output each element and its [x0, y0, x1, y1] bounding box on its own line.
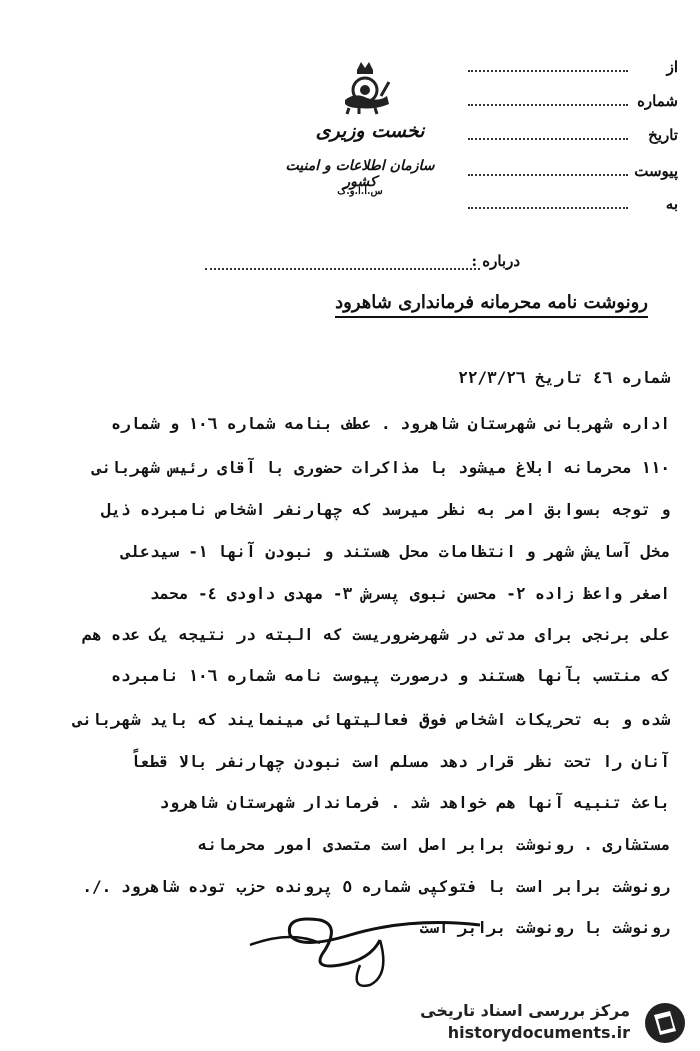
field-date	[468, 126, 678, 148]
body-line: که منتسب بآنها هستند و درصورت پیوست نامه شماره ١٠٦ نامبرده	[111, 666, 670, 685]
body-line: ١١٠ محرمانه ابلاغ میشود با مذاکرات حضوری با آقای رئیس شهربانی	[92, 458, 670, 477]
body-line: شده و به تحریکات اشخاص فوق فعالیتهائی مینمایند که باید شهربانی	[72, 710, 670, 729]
body-line: آنان را تحت نظر قرار دهد مسلم است نبودن چهارنفر بالا قطعاً	[130, 752, 670, 771]
field-number-dots	[468, 104, 628, 106]
field-date-label: تاریخ	[648, 126, 678, 144]
field-from	[468, 58, 678, 80]
archive-watermark	[362, 999, 692, 1047]
field-attachment-dots	[468, 174, 628, 176]
body-line: رونوشت برابر است با فتوکپی شماره ٥ پرونده حزب توده شاهرود ./.	[82, 877, 670, 896]
body-line: اصغر واعظ زاده ٢- محسن نبوی پسرش ٣- مهدی داودی ٤- محمد	[149, 584, 670, 603]
archive-logo-icon	[640, 1001, 690, 1045]
watermark-org-name: مرکز بررسی اسناد تاریخی	[420, 1001, 630, 1020]
lion-and-sun-emblem-icon	[335, 58, 395, 118]
field-number	[468, 92, 678, 114]
body-line: و توجه بسوابق امر به نظر میرسد که چهارنفر اشخاص نامبرده ذیل	[101, 500, 670, 519]
body-line: مخل آسایش شهر و انتظامات محل هستند و نبودن آنها ١- سیدعلی	[120, 542, 670, 561]
letterhead-emblem	[265, 58, 465, 208]
emblem-title: نخست وزیری	[315, 120, 425, 142]
field-attachment	[468, 162, 678, 184]
body-line: رونوشت با رونوشت برابر است	[419, 918, 670, 937]
handwritten-signature	[230, 895, 510, 995]
body-line: اداره شهربانی شهرستان شاهرود . عطف بنامه شماره ١٠٦ و شماره	[111, 414, 670, 433]
body-line: علی برنجی برای مدتی در شهرضروریست که البته در نتیجه یک عده هم	[82, 625, 670, 644]
field-to-dots	[468, 207, 628, 209]
regarding-dots	[205, 268, 480, 270]
field-from-label: از	[666, 58, 678, 76]
body-line: مستشاری . رونوشت برابر اصل است متصدی امور محرمانه	[197, 835, 670, 854]
field-from-dots	[468, 70, 628, 72]
emblem-subtitle: سازمان اطلاعات و امنیت کشور	[285, 158, 435, 190]
field-to-label: به	[665, 195, 678, 213]
emblem-code: س.ا.ا.و.ک	[337, 186, 383, 197]
document-subject: رونوشت نامه محرمانه فرمانداری شاهرود	[335, 292, 648, 318]
body-line: باعث تنبیه آنها هم خواهد شد . فرماندار شهرستان شاهرود	[159, 793, 670, 812]
body-line: شماره ٤٦ تاریخ ٢٢/٣/٢٦	[458, 368, 670, 387]
regarding-label: درباره :	[471, 252, 520, 270]
watermark-url: historydocuments.ir	[447, 1023, 630, 1042]
field-attachment-label: پیوست	[634, 162, 678, 180]
field-date-dots	[468, 138, 628, 140]
field-number-label: شماره	[637, 92, 678, 110]
field-to	[468, 195, 678, 217]
